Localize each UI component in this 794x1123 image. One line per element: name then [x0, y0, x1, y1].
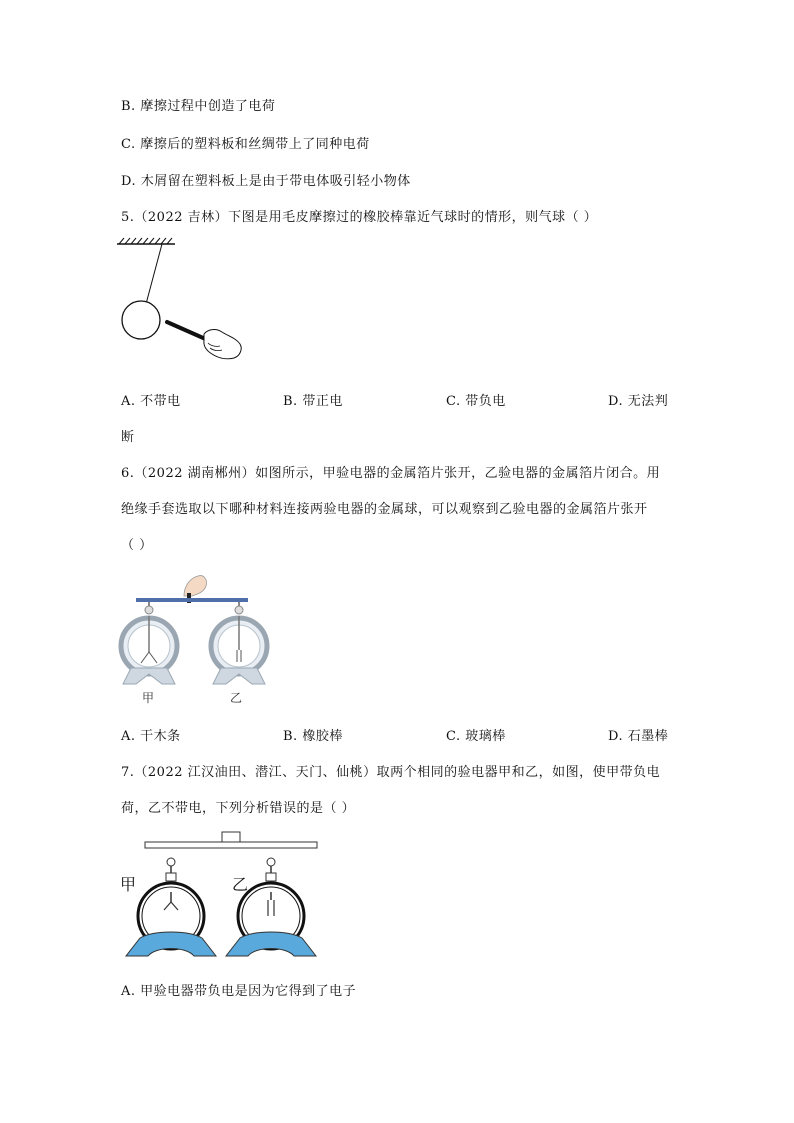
q5-option-a: A. 不带电 — [121, 394, 181, 409]
option-d-prev: D. 木屑留在塑料板上是由于带电体吸引轻小物体 — [121, 174, 411, 189]
q6-stem-line3: （ ） — [121, 538, 153, 553]
q6-label-jia: 甲 — [142, 691, 155, 705]
q5-figure-balloon-rod — [112, 236, 252, 371]
q7-option-a: A. 甲验电器带负电是因为它得到了电子 — [121, 984, 357, 999]
q6-stem-line1: 6.（2022 湖南郴州）如图所示，甲验电器的金属箔片张开，乙验电器的金属箔片闭合。用 — [121, 466, 661, 481]
q7-figure-electroscopes — [118, 830, 323, 965]
q5-option-b: B. 带正电 — [283, 394, 343, 409]
q6-option-c: C. 玻璃棒 — [446, 729, 506, 744]
q5-stem: 5.（2022 吉林）下图是用毛皮摩擦过的橡胶棒靠近气球时的情形，则气球（ ） — [121, 210, 598, 225]
q6-option-d: D. 石墨棒 — [608, 729, 669, 744]
q5-option-d-continued: 断 — [121, 430, 135, 445]
q7-stem-line1: 7.（2022 江汉油田、潜江、天门、仙桃）取两个相同的验电器甲和乙，如图，使甲带负电 — [121, 765, 661, 780]
option-b-prev: B. 摩擦过程中创造了电荷 — [121, 99, 276, 114]
q6-figure-electroscopes — [118, 568, 268, 708]
q6-label-yi: 乙 — [230, 691, 243, 705]
q5-option-c: C. 带负电 — [446, 394, 506, 409]
q6-option-a: A. 干木条 — [121, 729, 181, 744]
q7-stem-line2: 荷，乙不带电，下列分析错误的是（ ） — [121, 801, 356, 816]
option-c-prev: C. 摩擦后的塑料板和丝绸带上了同种电荷 — [121, 137, 370, 152]
q7-label-jia: 甲 — [120, 875, 137, 894]
q7-label-yi: 乙 — [232, 875, 249, 894]
q6-stem-line2: 绝缘手套选取以下哪种材料连接两验电器的金属球，可以观察到乙验电器的金属箔片张开 — [121, 502, 648, 517]
q6-option-b: B. 橡胶棒 — [283, 729, 343, 744]
q5-option-d: D. 无法判 — [608, 394, 669, 409]
